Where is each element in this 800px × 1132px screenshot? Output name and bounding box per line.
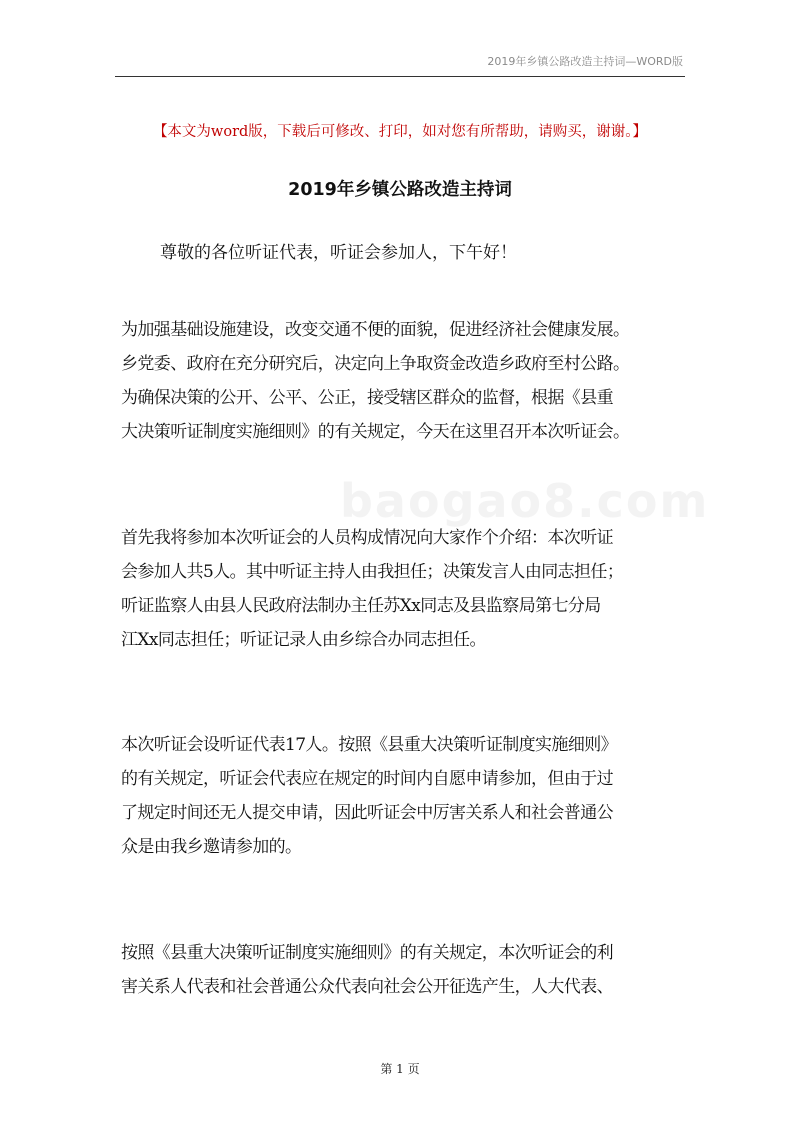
paragraph-line: 众是由我乡邀请参加的。: [121, 837, 302, 857]
paragraph-line: 按照《县重大决策听证制度实施细则》的有关规定，本次听证会的利: [121, 943, 613, 963]
paragraph-1: [121, 313, 691, 449]
header-divider: [115, 76, 685, 77]
paragraph-line: 为加强基础设施建设，改变交通不便的面貌，促进经济社会健康发展。: [121, 320, 630, 340]
paragraph-line: 乡党委、政府在充分研究后，决定向上争取资金改造乡政府至村公路。: [121, 354, 630, 374]
paragraph-line: 了规定时间还无人提交申请，因此听证会中厉害关系人和社会普通公: [121, 803, 613, 823]
greeting-line: 尊敬的各位听证代表，听证会参加人，下午好！: [160, 243, 517, 263]
paragraph-line: 害关系人代表和社会普通公众代表向社会公开征选产生，人大代表、: [121, 977, 613, 997]
paragraph-3: [121, 728, 691, 864]
running-header: 2019年乡镇公路改造主持词—WORD版: [487, 55, 683, 68]
paragraph-line: 为确保决策的公开、公平、公正，接受辖区群众的监督，根据《县重: [121, 388, 613, 408]
paragraph-4: [121, 936, 691, 1004]
paragraph-line: 江Xx同志担任；听证记录人由乡综合办同志担任。: [121, 630, 486, 650]
paragraph-line: 本次听证会设听证代表17人。按照《县重大决策听证制度实施细则》: [121, 735, 618, 755]
paragraph-line: 首先我将参加本次听证会的人员构成情况向大家作个介绍：本次听证: [121, 528, 613, 548]
paragraph-line: 听证监察人由县人民政府法制办主任苏Xx同志及县监察局第七分局: [121, 596, 601, 616]
paragraph-2: [121, 521, 691, 657]
purchase-notice: 【本文为word版，下载后可修改、打印，如对您有所帮助，请购买，谢谢。】: [152, 124, 648, 140]
paragraph-line: 会参加人共5人。其中听证主持人由我担任；决策发言人由同志担任；: [121, 562, 624, 582]
paragraph-line: 的有关规定，听证会代表应在规定的时间内自愿申请参加，但由于过: [121, 769, 613, 789]
document-title: 2019年乡镇公路改造主持词: [288, 180, 512, 200]
paragraph-line: 大决策听证制度实施细则》的有关规定，今天在这里召开本次听证会。: [121, 422, 630, 442]
watermark: baogao8.com: [340, 474, 710, 528]
page-number: 第 1 页: [380, 1062, 420, 1076]
